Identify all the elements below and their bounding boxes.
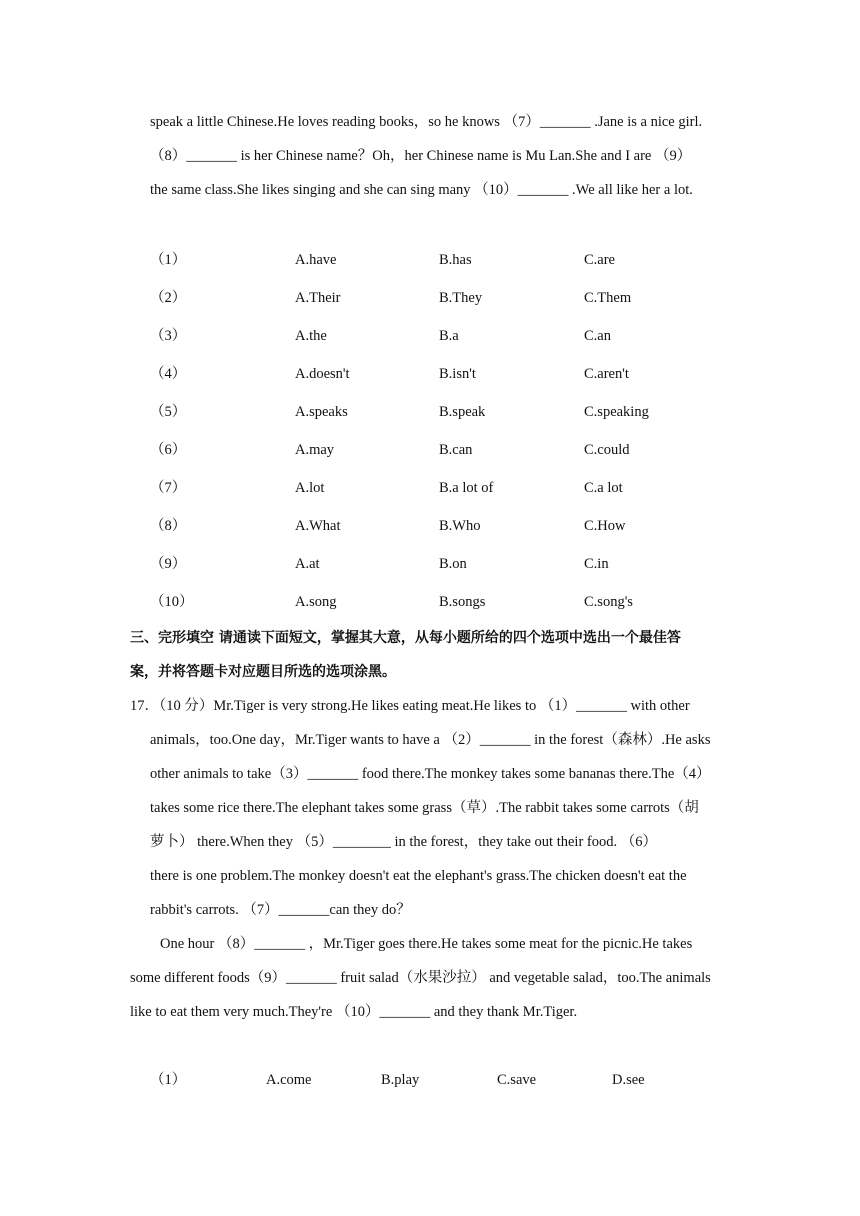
question-17-line: 17．（10 分）Mr.Tiger is very strong.He likes eating meat.He likes to （1）_______ with other [130, 698, 690, 714]
option-row [0, 478, 860, 498]
option-a: A.What [295, 518, 341, 534]
question-17-line: 萝卜） there.When they （5）________ in the forest，they take out their food. （6） [150, 834, 657, 850]
option-b: B.speak [439, 404, 486, 420]
option-b: B.songs [439, 594, 486, 610]
option-c: C.could [584, 442, 630, 458]
question-17-line: there is one problem.The monkey doesn't eat the elephant's grass.The chicken doesn't eat the [150, 868, 687, 884]
question-17-line: animals，too.One day，Mr.Tiger wants to have a （2）_______ in the forest（森林）.He asks [150, 732, 711, 748]
option-b: B.on [439, 556, 467, 572]
option-c: C.are [584, 252, 615, 268]
question-number: （3） [150, 328, 187, 344]
question-17-line: other animals to take（3）_______ food there.The monkey takes some bananas there.The（4） [150, 766, 711, 782]
option-a: A.have [295, 252, 337, 268]
option-a: A.at [295, 556, 320, 572]
question-17-line: some different foods（9）_______ fruit salad（水果沙拉） and vegetable salad，too.The animals [130, 970, 711, 986]
option-c: C.a lot [584, 480, 623, 496]
option-c: C.an [584, 328, 611, 344]
option-c: C.How [584, 518, 626, 534]
option-row [0, 288, 860, 308]
option-a: A.doesn't [295, 366, 350, 382]
option-a: A.Their [295, 290, 341, 306]
option-a: A.speaks [295, 404, 348, 420]
option-c: C.save [497, 1072, 537, 1088]
question-number: （8） [150, 518, 187, 534]
option-b: B.has [439, 252, 472, 268]
option-b: B.can [439, 442, 473, 458]
section-title: 案，并将答题卡对应题目所选的选项涂黑。 [130, 664, 396, 680]
question-17-line: rabbit's carrots. （7）_______can they do？ [150, 902, 411, 918]
passage-line: speak a little Chinese.He loves reading books，so he knows （7）_______ .Jane is a nice girl. [150, 114, 703, 130]
option-c: C.speaking [584, 404, 649, 420]
question-17-line: takes some rice there.The elephant takes some grass（草）.The rabbit takes some carrots（胡 [150, 800, 699, 816]
option-b: B.Who [439, 518, 481, 534]
question-number: （10） [150, 594, 194, 610]
option-row [0, 516, 860, 536]
option-b: B.They [439, 290, 483, 306]
option-row [0, 440, 860, 460]
question-number: （2） [150, 290, 187, 306]
option-row [0, 592, 860, 612]
question-17-line: One hour （8）_______ ，Mr.Tiger goes there.He takes some meat for the picnic.He takes [160, 936, 693, 952]
option-b: B.a lot of [439, 480, 494, 496]
option-c: C.song's [584, 594, 633, 610]
option-c: C.in [584, 556, 609, 572]
option-b: B.isn't [439, 366, 476, 382]
question-number: （4） [150, 366, 187, 382]
question-number: （9） [150, 556, 187, 572]
option-a: A.the [295, 328, 327, 344]
option-c: C.aren't [584, 366, 629, 382]
option-b: B.play [381, 1072, 420, 1088]
option-a: A.lot [295, 480, 325, 496]
question-number: （7） [150, 480, 187, 496]
question-number: （1） [150, 252, 187, 268]
question-number: （6） [150, 442, 187, 458]
option-row [0, 554, 860, 574]
option-c: C.Them [584, 290, 632, 306]
option-d: D.see [612, 1072, 645, 1088]
question-number: （5） [150, 404, 187, 420]
option-row [0, 364, 860, 384]
question-number: （1） [150, 1072, 187, 1088]
option-row [0, 326, 860, 346]
option-a: A.song [295, 594, 337, 610]
option-row [0, 1070, 860, 1090]
option-a: A.come [266, 1072, 312, 1088]
option-row [0, 402, 860, 422]
question-17-line: like to eat them very much.They're （10）_______ and they thank Mr.Tiger. [130, 1004, 578, 1020]
option-row [0, 250, 860, 270]
section-title: 三、完形填空 请通读下面短文，掌握其大意，从每小题所给的四个选项中选出一个最佳答 [130, 630, 681, 646]
passage-line: （8）_______ is her Chinese name？Oh，her Chinese name is Mu Lan.She and I are （9） [150, 148, 692, 164]
passage-line: the same class.She likes singing and she can sing many （10）_______ .We all like her a lot. [150, 182, 693, 198]
option-b: B.a [439, 328, 459, 344]
option-a: A.may [295, 442, 335, 458]
